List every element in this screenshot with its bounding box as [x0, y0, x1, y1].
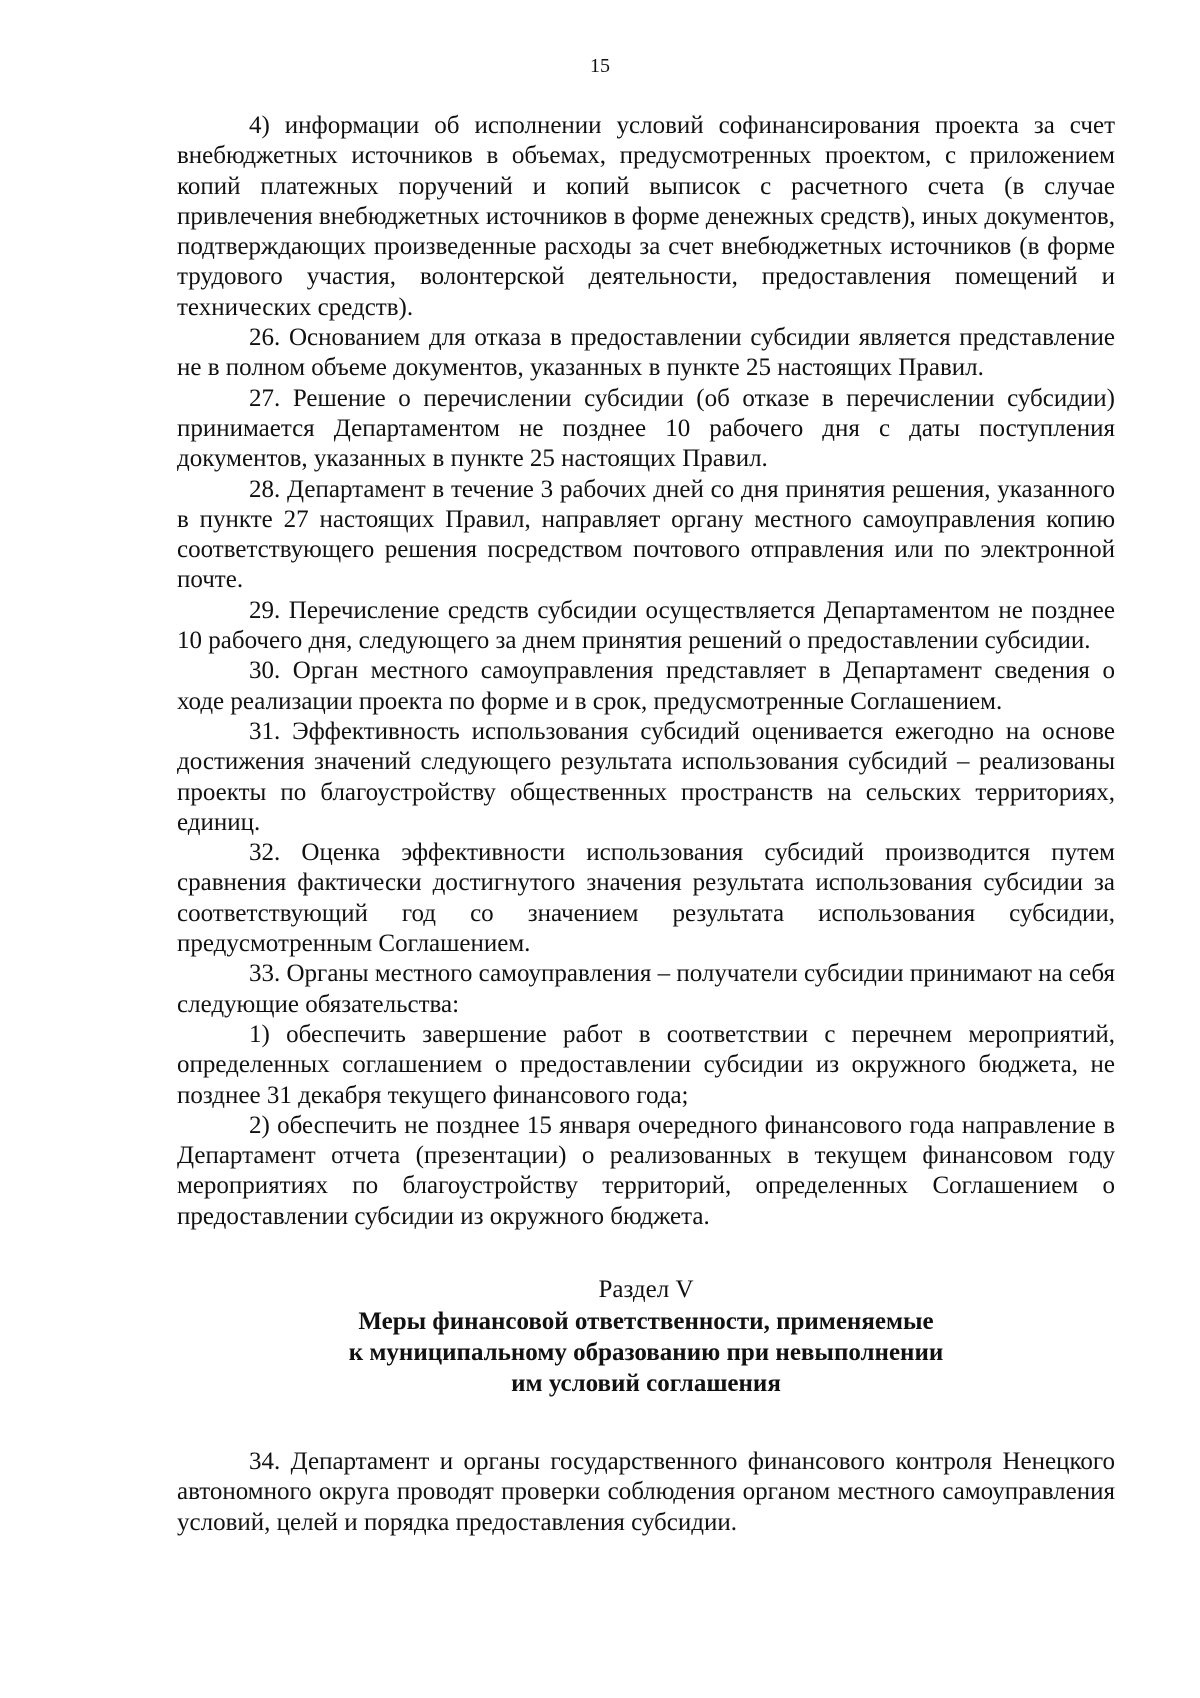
section-title-line: к муниципальному образованию при невыполнении: [348, 1338, 944, 1366]
paragraph-33-item-1: 1) обеспечить завершение работ в соответствии с перечнем мероприятий, определенных соглашением о предоставлении субсидии из окружного бюджета, не позднее 31 декабря текущего финансового года;: [177, 1020, 1115, 1109]
document-body: [177, 111, 1115, 1538]
paragraph-item-4: 4) информации об исполнении условий софинансирования проекта за счет внебюджетных источников в объемах, предусмотренных проектом, с приложением копий платежных поручений и копий выписок с расчетного счета (в случае привлечения внебюджетных источников в форме денежных средств), иных документов, подтверждающих произведенные расходы за счет внебюджетных источников (в форме трудового участия, волонтерской деятельности, предоставления помещений и технических средств).: [177, 112, 1115, 321]
paragraph-26: 26. Основанием для отказа в предоставлении субсидии является представление не в полном объеме документов, указанных в пункте 25 настоящих Правил.: [177, 324, 1115, 382]
paragraph-29: 29. Перечисление средств субсидии осуществляется Департаментом не позднее 10 рабочего дня, следующего за днем принятия решений о предоставлении субсидии.: [177, 596, 1115, 655]
section-title: [177, 1306, 1115, 1399]
paragraph-32: 32. Оценка эффективности использования субсидий производится путем сравнения фактически достигнутого значения результата использования субсидии за соответствующий год со значением результата использования субсидии, предусмотренным Соглашением.: [177, 839, 1115, 958]
page-number: 15: [590, 55, 610, 77]
paragraph-31: 31. Эффективность использования субсидий оценивается ежегодно на основе достижения значений следующего результата использования субсидий – реализованы проекты по благоустройству общественных пространств на сельских территориях, единиц.: [177, 717, 1115, 836]
paragraph-34: 34. Департамент и органы государственного финансового контроля Ненецкого автономного округа проводят проверки соблюдения органом местного самоуправления условий, целей и порядка предоставления субсидии.: [177, 1447, 1115, 1536]
section-heading: [177, 1274, 1115, 1399]
paragraph-28: 28. Департамент в течение 3 рабочих дней со дня принятия решения, указанного в пункте 27 настоящих Правил, направляет органу местного самоуправления копию соответствующего решения посредством почтового отправления или по электронной почте.: [177, 475, 1115, 594]
paragraph-33-item-2: 2) обеспечить не позднее 15 января очередного финансового года направление в Департамент отчета (презентации) о реализованных в текущем финансовом году мероприятиях по благоустройству территорий, определенных Соглашением о предоставлении субсидии из окружного бюджета.: [177, 1111, 1115, 1230]
section-label: Раздел V: [598, 1275, 694, 1303]
paragraph-27: 27. Решение о перечислении субсидии (об отказе в перечислении субсидии) принимается Департаментом не позднее 10 рабочего дня с даты поступления документов, указанных в пункте 25 настоящих Правил.: [177, 384, 1115, 473]
paragraph-30: 30. Орган местного самоуправления представляет в Департамент сведения о ходе реализации проекта по форме и в срок, предусмотренные Соглашением.: [177, 657, 1115, 715]
section-title-line: им условий соглашения: [511, 1369, 781, 1397]
section-title-line: Меры финансовой ответственности, применяемые: [358, 1307, 934, 1335]
paragraph-33: 33. Органы местного самоуправления – получатели субсидии принимают на себя следующие обязательства:: [177, 960, 1115, 1018]
